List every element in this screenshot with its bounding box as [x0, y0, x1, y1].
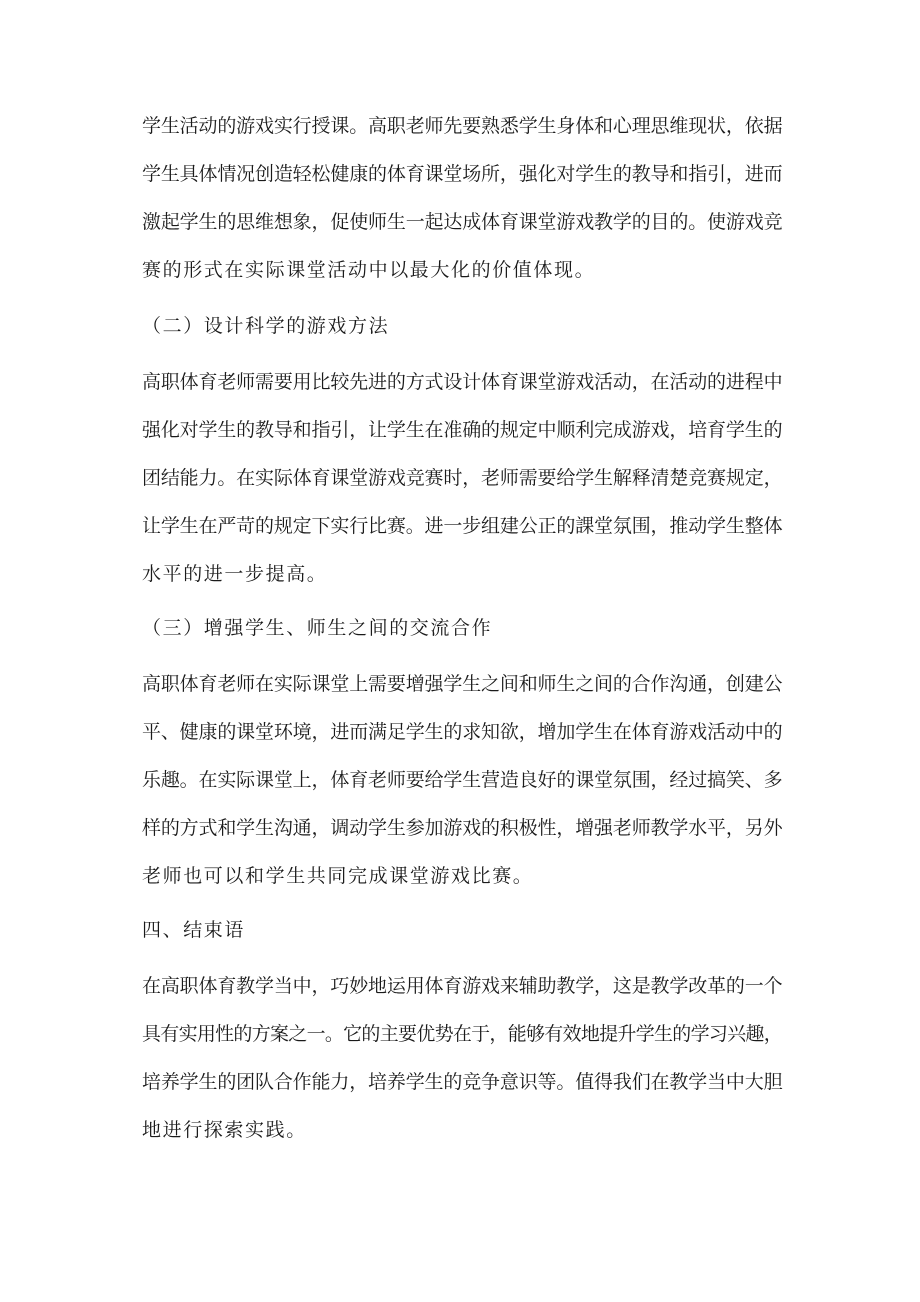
- paragraph-line: 赛的形式在实际课堂活动中以最大化的价值体现。: [142, 259, 596, 281]
- paragraph-line: 让学生在严苛的规定下实行比赛。进一步组建公正的課堂氛围，推动学生整体: [142, 515, 783, 537]
- paragraph-line: 团结能力。在实际体育课堂游戏竞赛时，老师需要给学生解释清楚竞赛规定，: [142, 467, 783, 489]
- paragraph-line: 激起学生的思维想象，促使师生一起达成体育课堂游戏教学的目的。使游戏竞: [142, 211, 783, 233]
- paragraph-line: 老师也可以和学生共同完成课堂游戏比赛。: [142, 865, 534, 887]
- paragraph-line: 学生具体情况创造轻松健康的体育课堂场所，强化对学生的教导和指引，进而: [142, 163, 783, 185]
- paragraph-line: 在高职体育教学当中，巧妙地运用体育游戏来辅助教学，这是教学改革的一个: [142, 975, 783, 997]
- section-heading: （三）增强学生、师生之间的交流合作: [142, 617, 493, 639]
- paragraph-line: 高职体育老师需要用比较先进的方式设计体育课堂游戏活动，在活动的进程中: [142, 371, 783, 393]
- paragraph-line: 培养学生的团队合作能力，培养学生的竞争意识等。值得我们在教学当中大胆: [142, 1071, 783, 1093]
- paragraph-line: 地进行探索实践。: [142, 1119, 307, 1141]
- paragraph-line: 具有实用性的方案之一。它的主要优势在于，能够有效地提升学生的学习兴趣，: [142, 1023, 783, 1045]
- paragraph-line: 强化对学生的教导和指引，让学生在准确的规定中顺利完成游戏，培育学生的: [142, 419, 783, 441]
- section-heading: 四、结束语: [142, 919, 246, 941]
- paragraph-line: 水平的进一步提高。: [142, 563, 328, 585]
- paragraph-line: 样的方式和学生沟通，调动学生参加游戏的积极性，增强老师教学水平，另外: [142, 817, 783, 839]
- paragraph-line: 高职体育老师在实际课堂上需要增强学生之间和师生之间的合作沟通，创建公: [142, 673, 783, 695]
- paragraph-line: 学生活动的游戏实行授课。高职老师先要熟悉学生身体和心理思维现状，依据: [142, 115, 783, 137]
- section-heading: （二）设计科学的游戏方法: [142, 315, 390, 337]
- paragraph-line: 乐趣。在实际课堂上，体育老师要给学生营造良好的课堂氛围，经过搞笑、多: [142, 769, 783, 791]
- paragraph-line: 平、健康的课堂环境，进而满足学生的求知欲，增加学生在体育游戏活动中的: [142, 721, 783, 743]
